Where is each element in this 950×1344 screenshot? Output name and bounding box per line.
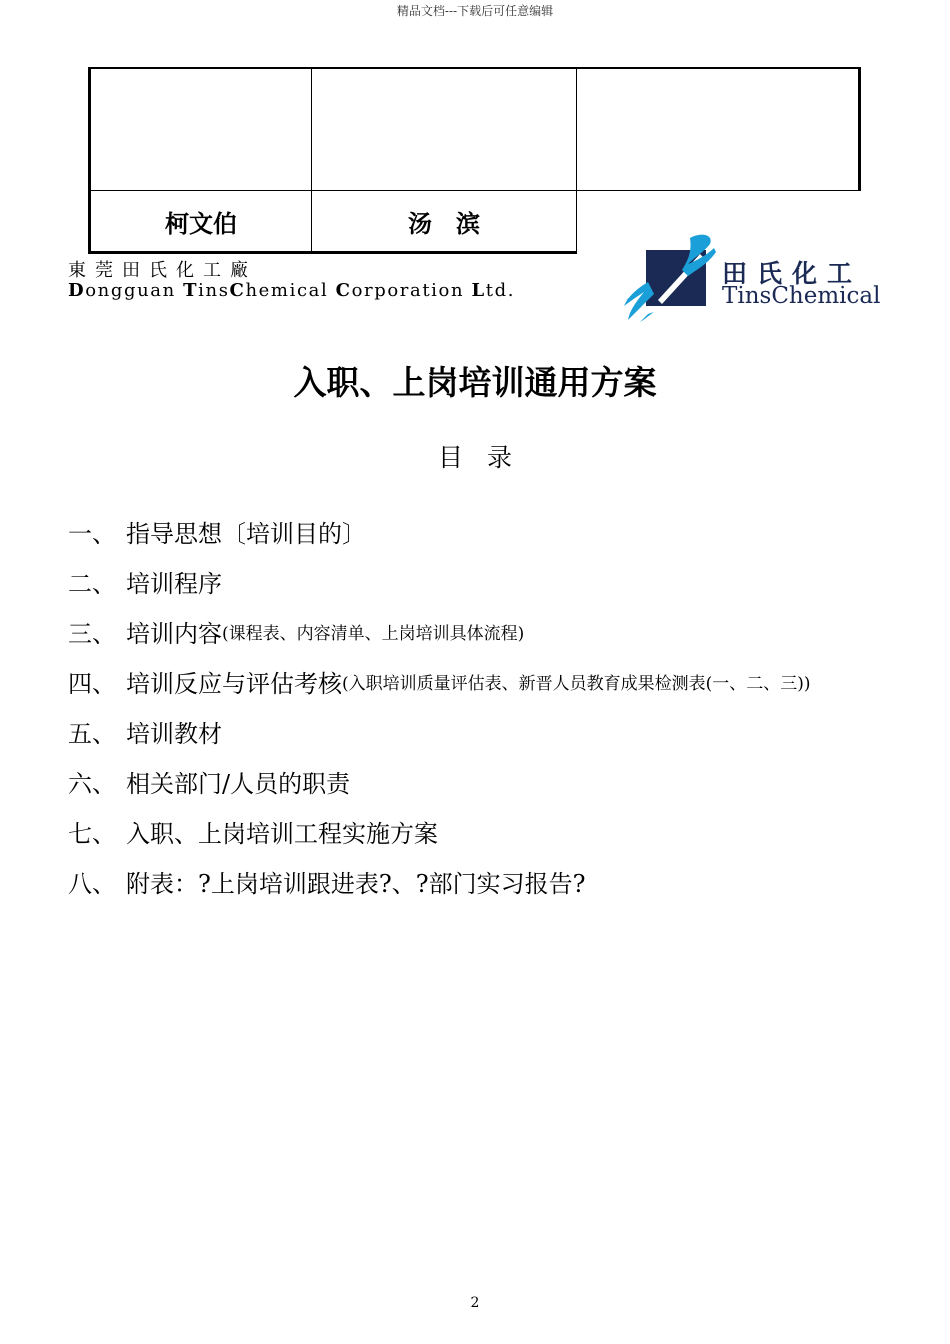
name-cell: 汤 滨 [312,191,577,253]
toc-item: 五、 培训教材 [68,719,222,748]
signature-table [88,67,861,254]
logo-text-en: TinsChemical [722,283,881,309]
company-name-cn: 東莞田氏化工廠 [68,260,257,281]
toc-item: 八、 附表：?上岗培训跟进表?、?部门实习报告? [68,869,586,898]
signature-cell [90,68,312,191]
toc-item: 四、 培训反应与评估考核 (入职培训质量评估表、新晋人员教育成果检测表(一、二、三)) [68,669,811,698]
document-title: 入职、上岗培训通用方案 [293,363,657,402]
logo-text-cn: 田氏化工 [722,259,863,288]
toc-heading: 目录 [437,443,536,472]
signature-cell [577,68,860,191]
page-number: 2 [470,1295,480,1311]
signature-row [90,68,860,191]
company-name-en: Dongguan TinsChemical Corporation Ltd. [68,280,516,301]
toc-item: 一、 指导思想〔培训目的〕 [68,519,366,548]
toc-item: 七、 入职、上岗培训工程实施方案 [68,819,438,848]
signature-cell [312,68,577,191]
table-of-contents [68,506,938,906]
toc-item: 六、 相关部门/人员的职责 [68,769,351,798]
toc-item: 三、 培训内容 (课程表、内容清单、上岗培训具体流程) [68,619,525,648]
name-cell: 柯文伯 [90,191,312,253]
toc-item: 二、 培训程序 [68,569,222,598]
header-note: 精品文档---下载后可任意编辑 [396,4,554,18]
